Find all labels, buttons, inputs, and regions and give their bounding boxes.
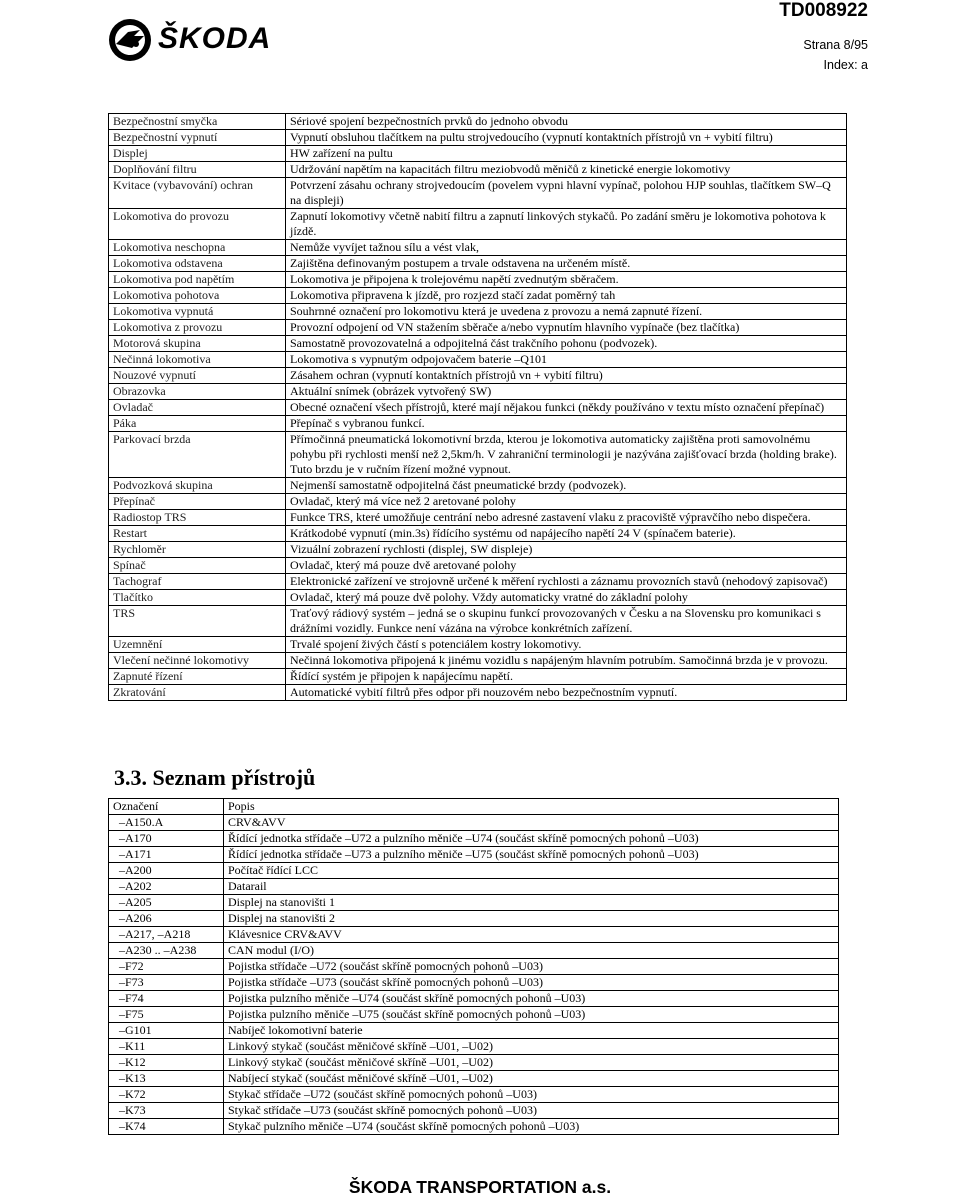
- device-desc-cell: Datarail: [224, 879, 839, 895]
- terms-table: [108, 113, 847, 701]
- term-cell: Páka: [109, 416, 286, 432]
- table-row: [109, 352, 847, 368]
- page-number: Strana 8/95: [803, 38, 868, 52]
- term-cell: Bezpečnostní vypnutí: [109, 130, 286, 146]
- term-cell: Lokomotiva z provozu: [109, 320, 286, 336]
- table-row: [109, 178, 847, 209]
- definition-cell: Zajištěna definovaným postupem a trvale odstavena na určeném místě.: [286, 256, 847, 272]
- table-row: [109, 863, 839, 879]
- table-row: [109, 209, 847, 240]
- table-row: [109, 1119, 839, 1135]
- table-row: [109, 240, 847, 256]
- device-code-cell: –A202: [109, 879, 224, 895]
- term-cell: Lokomotiva do provozu: [109, 209, 286, 240]
- table-row: [109, 606, 847, 637]
- definition-cell: HW zařízení na pultu: [286, 146, 847, 162]
- devices-header-row: [109, 799, 839, 815]
- definition-cell: Funkce TRS, které umožňuje centrání nebo adresné zastavení vlaku z pracoviště výpravčího nebo dispečera.: [286, 510, 847, 526]
- definition-cell: Krátkodobé vypnutí (min.3s) řídícího systému od napájecího napětí 24 V (spínačem baterie).: [286, 526, 847, 542]
- table-row: [109, 1055, 839, 1071]
- table-row: [109, 590, 847, 606]
- brand-wordmark: ŠKODA: [158, 22, 272, 55]
- definition-cell: Samostatně provozovatelná a odpojitelná část trakčního pohonu (podvozek).: [286, 336, 847, 352]
- device-code-cell: –F73: [109, 975, 224, 991]
- device-desc-cell: Řídící jednotka střídače –U73 a pulzního měniče –U75 (součást skříně pomocných pohonů –U03): [224, 847, 839, 863]
- table-row: [109, 558, 847, 574]
- term-cell: Restart: [109, 526, 286, 542]
- table-row: [109, 114, 847, 130]
- device-code-cell: –A150.A: [109, 815, 224, 831]
- definition-cell: Zásahem ochran (vypnutí kontaktních přístrojů vn + vybití filtru): [286, 368, 847, 384]
- definition-cell: Lokomotiva s vypnutým odpojovačem baterie –Q101: [286, 352, 847, 368]
- device-desc-cell: Stykač pulzního měniče –U74 (součást skříně pomocných pohonů –U03): [224, 1119, 839, 1135]
- table-row: [109, 911, 839, 927]
- table-row: [109, 542, 847, 558]
- term-cell: Tachograf: [109, 574, 286, 590]
- device-code-cell: –K13: [109, 1071, 224, 1087]
- term-cell: Motorová skupina: [109, 336, 286, 352]
- definition-cell: Ovladač, který má pouze dvě aretované polohy: [286, 558, 847, 574]
- device-desc-cell: Stykač střídače –U72 (součást skříně pomocných pohonů –U03): [224, 1087, 839, 1103]
- table-row: [109, 320, 847, 336]
- table-row: [109, 943, 839, 959]
- definition-cell: Potvrzení zásahu ochrany strojvedoucím (povelem vypni hlavní vypínač, polohou HJP souhlas, tlačítkem SW–Q na displeji): [286, 178, 847, 209]
- definition-cell: Udržování napětím na kapacitách filtru meziobvodů měničů z kinetické energie lokomotivy: [286, 162, 847, 178]
- table-row: [109, 146, 847, 162]
- device-code-cell: –A200: [109, 863, 224, 879]
- device-desc-cell: Počítač řídící LCC: [224, 863, 839, 879]
- term-cell: Radiostop TRS: [109, 510, 286, 526]
- device-code-cell: –F74: [109, 991, 224, 1007]
- table-row: [109, 304, 847, 320]
- device-desc-cell: Nabíjecí stykač (součást měničové skříně –U01, –U02): [224, 1071, 839, 1087]
- table-row: [109, 288, 847, 304]
- device-desc-cell: Pojistka střídače –U73 (součást skříně pomocných pohonů –U03): [224, 975, 839, 991]
- device-code-cell: –A205: [109, 895, 224, 911]
- device-code-cell: –A170: [109, 831, 224, 847]
- term-cell: Spínač: [109, 558, 286, 574]
- device-code-cell: –A171: [109, 847, 224, 863]
- table-row: [109, 1023, 839, 1039]
- definition-cell: Elektronické zařízení ve strojovně určené k měření rychlosti a záznamu provozních stavů (nehodový zapisovač): [286, 574, 847, 590]
- term-cell: Lokomotiva vypnutá: [109, 304, 286, 320]
- table-row: [109, 494, 847, 510]
- term-cell: Vlečení nečinné lokomotivy: [109, 653, 286, 669]
- definition-cell: Ovladač, který má více než 2 aretované polohy: [286, 494, 847, 510]
- table-row: [109, 831, 839, 847]
- device-desc-cell: CAN modul (I/O): [224, 943, 839, 959]
- device-desc-cell: Pojistka pulzního měniče –U75 (součást skříně pomocných pohonů –U03): [224, 1007, 839, 1023]
- term-cell: Parkovací brzda: [109, 432, 286, 478]
- device-code-cell: –G101: [109, 1023, 224, 1039]
- device-code-cell: –A206: [109, 911, 224, 927]
- definition-cell: Lokomotiva je připojena k trolejovému napětí zvednutým sběračem.: [286, 272, 847, 288]
- table-row: [109, 272, 847, 288]
- definition-cell: Zapnutí lokomotivy včetně nabití filtru a zapnutí linkových stykačů. Po zadání směru je lokomotiva pohotova k jízdě.: [286, 209, 847, 240]
- table-row: [109, 653, 847, 669]
- table-row: [109, 815, 839, 831]
- term-cell: Lokomotiva pohotova: [109, 288, 286, 304]
- term-cell: Uzemnění: [109, 637, 286, 653]
- table-row: [109, 637, 847, 653]
- term-cell: Zkratování: [109, 685, 286, 701]
- term-cell: Bezpečnostní smyčka: [109, 114, 286, 130]
- table-row: [109, 526, 847, 542]
- term-cell: Ovladač: [109, 400, 286, 416]
- definition-cell: Nečinná lokomotiva připojená k jinému vozidlu s napájeným hlavním potrubím. Samočinná brzda je v provozu.: [286, 653, 847, 669]
- table-row: [109, 130, 847, 146]
- table-row: [109, 685, 847, 701]
- definition-cell: Automatické vybití filtrů přes odpor při nouzovém nebo bezpečnostním vypnutí.: [286, 685, 847, 701]
- device-desc-cell: Klávesnice CRV&AVV: [224, 927, 839, 943]
- table-row: [109, 975, 839, 991]
- definition-cell: Vizuální zobrazení rychlosti (displej, SW displeje): [286, 542, 847, 558]
- definition-cell: Trvalé spojení živých částí s potenciálem kostry lokomotivy.: [286, 637, 847, 653]
- table-row: [109, 416, 847, 432]
- device-code-cell: –K73: [109, 1103, 224, 1119]
- term-cell: Přepínač: [109, 494, 286, 510]
- term-cell: Podvozková skupina: [109, 478, 286, 494]
- definition-cell: Souhrnné označení pro lokomotivu která je uvedena z provozu a nemá zapnuté řízení.: [286, 304, 847, 320]
- table-row: [109, 368, 847, 384]
- table-row: [109, 256, 847, 272]
- term-cell: Nečinná lokomotiva: [109, 352, 286, 368]
- device-desc-cell: Stykač střídače –U73 (součást skříně pomocných pohonů –U03): [224, 1103, 839, 1119]
- table-row: [109, 895, 839, 911]
- table-row: [109, 478, 847, 494]
- definition-cell: Provozní odpojení od VN stažením sběrače a/nebo vypnutím hlavního vypínače (bez tlačítka): [286, 320, 847, 336]
- definition-cell: Sériové spojení bezpečnostních prvků do jednoho obvodu: [286, 114, 847, 130]
- page-footer: ŠKODA TRANSPORTATION a.s.: [348, 1177, 612, 1197]
- term-cell: Rychloměr: [109, 542, 286, 558]
- definition-cell: Lokomotiva připravena k jízdě, pro rozjezd stačí zadat poměrný tah: [286, 288, 847, 304]
- device-code-cell: –K72: [109, 1087, 224, 1103]
- table-row: [109, 162, 847, 178]
- device-desc-cell: Displej na stanovišti 1: [224, 895, 839, 911]
- term-cell: TRS: [109, 606, 286, 637]
- device-desc-cell: Displej na stanovišti 2: [224, 911, 839, 927]
- device-desc-cell: Nabíječ lokomotivní baterie: [224, 1023, 839, 1039]
- table-row: [109, 400, 847, 416]
- term-cell: Kvitace (vybavování) ochran: [109, 178, 286, 209]
- device-desc-cell: Pojistka pulzního měniče –U74 (součást skříně pomocných pohonů –U03): [224, 991, 839, 1007]
- devices-header-desc: Popis: [224, 799, 839, 815]
- table-row: [109, 847, 839, 863]
- definition-cell: Ovladač, který má pouze dvě polohy. Vždy automaticky vratné do základní polohy: [286, 590, 847, 606]
- definition-cell: Přepínač s vybranou funkcí.: [286, 416, 847, 432]
- definition-cell: Obecné označení všech přístrojů, které mají nějakou funkci (někdy používáno v textu místo označení přepínač): [286, 400, 847, 416]
- table-row: [109, 1039, 839, 1055]
- term-cell: Displej: [109, 146, 286, 162]
- device-code-cell: –K74: [109, 1119, 224, 1135]
- device-code-cell: –A230 .. –A238: [109, 943, 224, 959]
- term-cell: Nouzové vypnutí: [109, 368, 286, 384]
- device-desc-cell: Linkový stykač (součást měničové skříně –U01, –U02): [224, 1055, 839, 1071]
- definition-cell: Traťový rádiový systém – jedná se o skupinu funkcí provozovaných v Česku a na Slovensku pro komunikaci s drážními vozidly. Funkce není vázána na výrobce konkrétních zařízení.: [286, 606, 847, 637]
- table-row: [109, 510, 847, 526]
- devices-header-code: Označení: [109, 799, 224, 815]
- definition-cell: Přímočinná pneumatická lokomotivní brzda, kterou je lokomotiva automaticky zajištěna proti samovolnému pohybu při rychlosti menší než 2,5km/h. V zahraniční terminologii je nazývána zajišťovací brzda (holding brake). Tuto brzdu je v ručním řízení možné vypnout.: [286, 432, 847, 478]
- definition-cell: Aktuální snímek (obrázek vytvořený SW): [286, 384, 847, 400]
- definition-cell: Řídící systém je připojen k napájecímu napětí.: [286, 669, 847, 685]
- term-cell: Tlačítko: [109, 590, 286, 606]
- table-row: [109, 959, 839, 975]
- table-row: [109, 336, 847, 352]
- definition-cell: Vypnutí obsluhou tlačítkem na pultu strojvedoucího (vypnutí kontaktních přístrojů vn + vybití filtru): [286, 130, 847, 146]
- table-row: [109, 927, 839, 943]
- section-title: 3.3. Seznam přístrojů: [114, 765, 316, 790]
- table-row: [109, 432, 847, 478]
- term-cell: Lokomotiva odstavena: [109, 256, 286, 272]
- document-index: Index: a: [823, 58, 868, 72]
- device-desc-cell: CRV&AVV: [224, 815, 839, 831]
- table-row: [109, 991, 839, 1007]
- device-desc-cell: Linkový stykač (součást měničové skříně –U01, –U02): [224, 1039, 839, 1055]
- devices-table: [108, 798, 839, 1135]
- table-row: [109, 574, 847, 590]
- term-cell: Doplňování filtru: [109, 162, 286, 178]
- definition-cell: Nejmenší samostatně odpojitelná část pneumatické brzdy (podvozek).: [286, 478, 847, 494]
- term-cell: Zapnuté řízení: [109, 669, 286, 685]
- term-cell: Lokomotiva pod napětím: [109, 272, 286, 288]
- term-cell: Lokomotiva neschopna: [109, 240, 286, 256]
- table-row: [109, 1103, 839, 1119]
- device-code-cell: –F72: [109, 959, 224, 975]
- definition-cell: Nemůže vyvíjet tažnou sílu a vést vlak,: [286, 240, 847, 256]
- table-row: [109, 384, 847, 400]
- device-code-cell: –A217, –A218: [109, 927, 224, 943]
- table-row: [109, 1071, 839, 1087]
- device-desc-cell: Pojistka střídače –U72 (součást skříně pomocných pohonů –U03): [224, 959, 839, 975]
- device-code-cell: –F75: [109, 1007, 224, 1023]
- table-row: [109, 1007, 839, 1023]
- table-row: [109, 669, 847, 685]
- table-row: [109, 879, 839, 895]
- device-code-cell: –K12: [109, 1055, 224, 1071]
- device-desc-cell: Řídící jednotka střídače –U72 a pulzního měniče –U74 (součást skříně pomocných pohonů –U03): [224, 831, 839, 847]
- document-id: TD008922: [779, 0, 868, 21]
- device-code-cell: –K11: [109, 1039, 224, 1055]
- table-row: [109, 1087, 839, 1103]
- term-cell: Obrazovka: [109, 384, 286, 400]
